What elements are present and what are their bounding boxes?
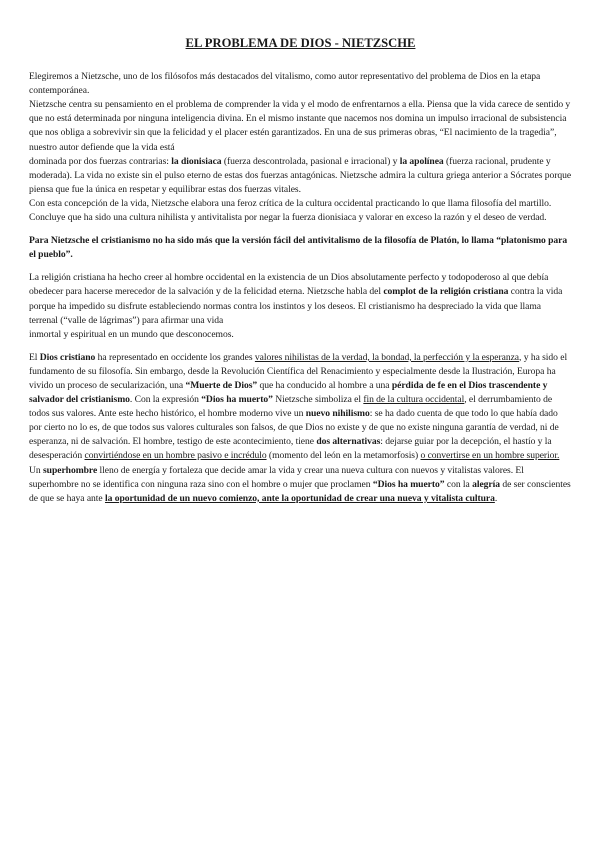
text-run: , y ha sido el fundamento de su filosofía. Sin embargo, desde la Revolución Científica del Renacimiento y especialmente desde la Ilustración, Europa ha vivido un proceso de secularización, una: [29, 351, 568, 391]
text-run: : se ha dado cuenta de que todo lo que había dado por cierto no lo es, de que todos sus valores culturales son falsos, de que Dios no existe y de que no existe ninguna garantía de verdad, ni de esperanza, ni de salvación. El hombre, testigo de este acontecimiento, tiene: [29, 408, 559, 448]
superior-man-phrase: o convertirse en un hombre superior.: [420, 450, 560, 462]
apollonian-term: la apolínea: [399, 155, 444, 167]
joy-term: alegría: [472, 478, 500, 490]
text-run: El: [29, 351, 40, 363]
passive-man-phrase: convirtiéndose en un hombre pasivo e incrédulo: [84, 450, 267, 462]
text-run: Un: [29, 464, 43, 476]
text-run: de ser conscientes de que se haya ante: [29, 478, 571, 504]
document-title: EL PROBLEMA DE DIOS - NIETZSCHE: [185, 36, 416, 50]
text-run: . Con la expresión: [129, 394, 202, 406]
text-run: dominada por dos fuerzas contrarias:: [29, 155, 172, 167]
death-of-god-paragraph: [29, 351, 572, 506]
text-run: La religión cristiana ha hecho creer al hombre occidental en la existencia de un Dios absolutamente perfecto y todopoderoso al que debía obedecer para hacerse merecedor de la salvación y de la felicidad eterna. Nietzsche habla del: [29, 272, 549, 298]
end-of-western-culture-phrase: fin de la cultura occidental: [363, 394, 465, 406]
intro-paragraph-2: Nietzsche centra su pensamiento en el problema de comprender la vida y el modo de enfrentarnos a ella. Piensa que la vida carece de sentido y que no está determinada por ninguna inteligencia divina. En el mismo instante que nacemos nos domina un impulso irracional de subsistencia que nos obliga a sobrevivir sin que la felicidad y el placer estén garantizados. En una de sus primeras obras, “El nacimiento de la tragedia”, nuestro autor defiende que la vida está: [29, 99, 571, 153]
two-alternatives-term: dos alternativas: [316, 436, 381, 448]
loss-of-faith-phrase: pérdida de fe en el Dios trascendente y salvador del cristianismo: [29, 379, 548, 406]
text-run: Nietzsche simboliza el: [272, 394, 364, 406]
christianity-paragraph-end: inmortal y espiritual en un mundo que desconocemos.: [29, 328, 234, 340]
christianity-paragraph: [29, 271, 572, 327]
nihilist-values-phrase: valores nihilistas de la verdad, la bondad, la perfección y la esperanza: [254, 351, 520, 363]
text-run: ha representado en occidente los grandes: [95, 351, 255, 363]
text-run: , el derrumbamiento de todos sus valores. Ante este hecho histórico, el hombre moderno vive un: [29, 394, 553, 420]
text-run: (momento del león en la metamorfosis): [266, 450, 421, 462]
text-run: contra la vida porque ha impedido su disfrute estableciendo normas contra los instintos y los deseos. El cristianismo ha despreciado la vida que llama terrenal (“valle de lágrimas”) para afirmar una vida: [29, 286, 563, 326]
critique-paragraph: Con esta concepción de la vida, Nietzsche elabora una feroz crítica de la cultura occidental practicando lo que llama filosofía del martillo. Concluye que ha sido una cultura nihilista y antivitalista por negar la fuerza dionisiaca y valorar en exceso la razón y el deseo de verdad.: [29, 197, 552, 224]
death-of-god-term: “Muerte de Dios”: [185, 379, 258, 391]
text-run: .: [494, 492, 498, 504]
dionysian-term: la dionisiaca: [171, 155, 222, 167]
text-run: : dejarse guiar por la decepción, el hastío y la desesperación: [29, 436, 552, 462]
god-is-dead-term: “Dios ha muerto”: [201, 394, 273, 406]
text-run: (fuerza racional, prudente y moderada). La vida no existe sin el pulso eterno de estas dos fuerzas antagónicas. Nietzsche admira la cultura griega anterior a Sócrates porque piensa que fue la única en respetar y equilibrar estas dos fuerzas vitales.: [29, 155, 572, 195]
thesis-text: Para Nietzsche el cristianismo no ha sido más que la versión fácil del antivitalismo de la filosofía de Platón, lo llama “platonismo para el pueblo”.: [29, 235, 568, 261]
forces-paragraph: [29, 155, 572, 197]
thesis-paragraph: [29, 234, 572, 262]
intro-paragraph-1: Elegiremos a Nietzsche, uno de los filósofos más destacados del vitalismo, como autor representativo del problema de Dios en la etapa contemporánea.: [29, 71, 541, 97]
new-beginning-phrase: la oportunidad de un nuevo comienzo, ante la oportunidad de crear una nueva y vitalista cultura: [104, 492, 495, 504]
text-run: lleno de energía y fortaleza que decide amar la vida y crear una nueva cultura con nuevos y vitalistas valores. El superhombre no se identifica con ninguna raza sino con el hombre o mujer que proclamen: [29, 464, 524, 490]
text-run: con la: [444, 478, 473, 490]
superman-term: superhombre: [42, 464, 98, 476]
new-nihilism-term: nuevo nihilismo: [305, 408, 370, 420]
god-is-dead-term-2: “Dios ha muerto”: [372, 478, 445, 490]
text-run: que ha conducido al hombre a una: [257, 379, 392, 391]
complot-term: complot de la religión cristiana: [383, 286, 509, 298]
text-run: (fuerza descontrolada, pasional e irracional) y: [221, 155, 400, 167]
christian-god-term: Dios cristiano: [39, 351, 96, 363]
